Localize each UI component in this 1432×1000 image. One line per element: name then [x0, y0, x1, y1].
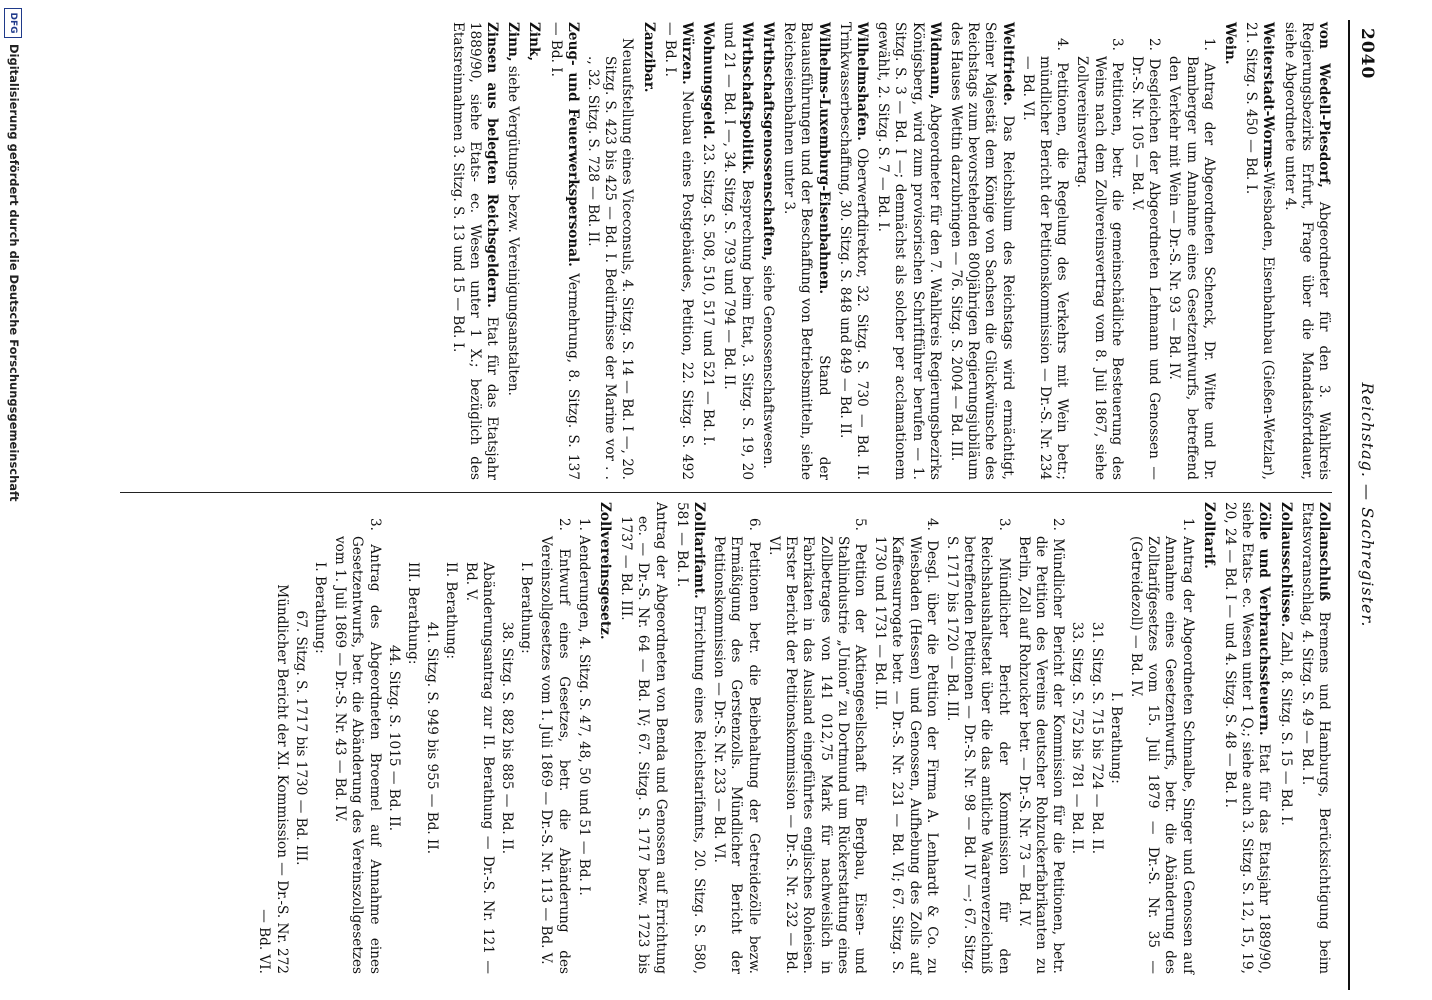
entry-text: 5. Petition der Aktiengesellschaft für Bergbau, Eisen- und Stahlindustrie „Union“ zu Dortmund um Rückerstattung eines Zollbetrages von 141 012,75 Mark für nachweislich in Fabrikaten in das Ausland eingeführtes englisches Roheisen. Erster Bericht der Petitionskommission — Dr.-S. Nr. 232 — Bd. VI.	[765, 518, 868, 974]
index-entry	[461, 502, 495, 974]
entry-text: 33. Sitzg. S. 752 bis 781 — Bd. II.	[1069, 621, 1086, 855]
header-rule	[1348, 20, 1350, 990]
entry-heading: Zollanschluß	[1316, 502, 1332, 602]
index-entry	[1221, 502, 1273, 974]
entry-text: 2. Desgleichen der Abgeordneten Lehmann und Genossen — Dr.-S. Nr. 105 — Bd. V.	[1128, 38, 1163, 480]
index-entry	[311, 502, 328, 974]
entry-heading: Wein.	[1221, 22, 1238, 65]
index-entry	[1298, 502, 1332, 974]
entry-heading: Wilhelms-Luxemburg-Eisenbahnen.	[815, 22, 832, 295]
entry-text: I. Berathung:	[1107, 692, 1124, 784]
dfg-logo-icon: DFG	[4, 8, 22, 38]
entry-text: 67. Sitzg. S. 1717 bis 1730 — Bd. III.	[292, 610, 309, 866]
entry-text: Bremens und Hamburgs, Berücksichtigung beim Etatsvoranschlag, 4. Sitzg. S. 49 — Bd. I.	[1298, 502, 1332, 974]
entry-heading: Wirthschaftspolitik.	[738, 22, 755, 175]
index-entry	[836, 22, 870, 480]
entry-text: Neuaufstellung eines Viceconsuls, 4. Sitzg. S. 14 — Bd. I —, 20. Sitzg. S. 423 bis 425 — Bd. I. Bedürfnisse der Marine vor . . ., 32. Sitzg. S. 728 — Bd. II.	[585, 38, 636, 480]
index-entry	[504, 22, 521, 480]
footer-text: Digitalisierung gefördert durch die Deutsche Forschungsgemeinschaft	[7, 44, 21, 502]
index-entry	[448, 22, 500, 480]
index-entry	[759, 22, 776, 480]
index-entry	[1015, 502, 1067, 974]
entry-text: -Wiesbaden, Eisenbahnbau (Gießen-Wetzlar), 21. Sitzg. S. 450 — Bd. I.	[1243, 22, 1277, 480]
index-entry	[331, 502, 383, 974]
page-header	[1353, 20, 1377, 990]
index-entry	[1280, 22, 1332, 480]
entry-text: 44. Sitzg. S. 1015 — Bd. II.	[385, 644, 402, 832]
index-entry	[255, 502, 289, 974]
index-entry	[423, 502, 440, 974]
index-entry	[617, 502, 669, 974]
entry-heading: Wilhelmshafen.	[853, 22, 870, 141]
entry-text: siehe Vergütungs- bezw. Vereinigungsanstalten.	[505, 61, 522, 396]
entry-heading: Zölle und Verbrauchssteuern.	[1256, 502, 1273, 736]
index-entry	[537, 502, 571, 974]
index-entry	[442, 502, 459, 974]
entry-text: I. Berathung:	[518, 562, 535, 654]
entry-heading: Widmann,	[926, 22, 943, 100]
index-entry	[947, 22, 1016, 480]
index-entry	[517, 502, 534, 974]
entry-text: Neubau eines Postgebäudes, Petition, 22. Sitzg. S. 492 — Bd. I.	[661, 22, 696, 480]
index-entry	[404, 502, 421, 974]
entry-text: 2. Entwurf eines Gesetzes, betr. die Abänderung des Vereinszollgesetzes vom 1. Juli 1869 — Dr.-S. Nr. 113 — Bd. V.	[538, 518, 572, 974]
index-entry	[1221, 22, 1238, 480]
entry-heading: Zanzibar.	[640, 22, 657, 93]
index-entry	[1087, 502, 1104, 974]
entry-text: Etat für das Etatsjahr 1889/90, siehe Etats- ec. Wesen unter 1 X.; bezüglich des Etatsreinnahmen 3. Sitzg. S. 13 und 15 — Bd. I.	[449, 22, 501, 481]
entry-heading: Zink,	[526, 22, 543, 62]
entry-text: 38. Sitzg. S. 882 bis 885 — Bd. II.	[499, 621, 516, 855]
entry-text: 4. Petitionen, die Regelung des Verkehrs mit Wein betr.; mündlicher Bericht der Petitionskommission — Dr.-S. Nr. 234 — Bd. VI.	[1019, 38, 1071, 480]
entry-text: 23. Sitzg. S. 508, 510, 517 und 521 — Bd. I.	[700, 139, 717, 447]
entry-text: 3. Antrag des Abgeordneten Broemel auf Annahme eines Gesetzentwurfs, betr. die Abänderung des Vereinszollgesetzes vom 1. Juli 1869 — Dr.-S. Nr. 43 — Bd. IV.	[332, 518, 383, 974]
index-entry	[498, 502, 515, 974]
index-entry	[871, 502, 940, 974]
entry-heading: Wohnungsgeld.	[700, 22, 717, 140]
entry-text: 2. Mündlicher Bericht der Kommission für die Petitionen, betr. die Petition des Vereins deutscher Rohzuckerfabrikanten zu Berlin, Zoll auf Rohzucker betr. — Dr.-S. Nr. 73 — Bd. IV.	[1015, 518, 1067, 974]
index-entry	[292, 502, 309, 974]
entry-heading: Würzen.	[679, 22, 696, 85]
entry-text: 4. Desgl. über die Petition der Firma A. Lenhardt & Co. zu Wiesbaden (Hessen) und Genossen, Aufhebung des Zolls auf Kaffeesurrogate betr. — Dr.-S. Nr. 231 — Bd. VI; 67. Sitzg. S. 1730 und 1731 — Bd. III.	[872, 518, 940, 974]
column-divider	[120, 492, 1332, 493]
entry-heading: Zeug- und Feuerwerkspersonal.	[564, 22, 581, 267]
index-entry	[1242, 22, 1276, 480]
entry-heading: Weiterstadt-Worms	[1260, 22, 1277, 168]
index-entry	[699, 22, 716, 480]
entry-text: 3. Mündlicher Bericht der Kommission für den Reichshaushaltsetat über die das amtliche Waarenverzeichniß betreffenden Petitionen — Dr.-S. Nr. 98 — Bd. IV —; 67. Sitzg. S. 1717 bis 1720 — Bd. III.	[943, 518, 1012, 974]
index-entry	[575, 502, 592, 974]
page-number: 2040	[1357, 28, 1377, 80]
running-head: Reichstag. — Sachregister.	[1358, 382, 1377, 628]
index-entry	[525, 22, 542, 480]
entry-heading: von Wedell-Piesdorf,	[1316, 22, 1332, 188]
index-entry	[720, 22, 754, 480]
entry-text: 3. Petitionen, betr. die gemeinschädliche Besteuerung des Weins nach dem Zollvereinsvertrag vom 8. Juli 1867, siehe Zollvereinsvertrag.	[1074, 38, 1125, 480]
entry-text: Stand der Bauausführungen und der Beschaffung von Betriebsmitteln, siehe Reichseisenbahnen unter 3.	[781, 22, 832, 480]
index-entry	[874, 22, 943, 480]
entry-text: Zahl, 8. Sitzg. S. 15 — Bd. I.	[1277, 627, 1294, 826]
index-entry	[1068, 502, 1085, 974]
index-entry	[1200, 502, 1217, 974]
entry-heading: Zinn,	[505, 22, 522, 62]
entry-heading: Zolltarif.	[1200, 502, 1217, 569]
entry-text: Errichtung eines Reichstarifamts, 20. Sitzg. S. 580, 581 — Bd. I.	[673, 502, 708, 974]
index-entry	[546, 22, 580, 480]
index-entry	[1128, 22, 1162, 480]
right-column	[253, 502, 1332, 974]
entry-heading: Zollausschlüsse.	[1277, 502, 1294, 628]
index-entry	[661, 22, 695, 480]
index-entry	[584, 22, 636, 480]
entry-text: Abgeordneter für den 3. Wahlkreis Regierungsbezirks Erfurt, Frage über die Mandatsfortdauer, siehe Abgeordnete unter 4.	[1281, 22, 1332, 480]
entry-heading: Zollvereinsgesetz.	[597, 502, 614, 640]
entry-text: 6. Petitionen betr. die Beibehaltung der Getreidezölle bezw. Ermäßigung des Gerstenzolls. Mündlicher Bericht der Petitionskommission — Dr.-S. Nr. 233 — Bd. VI.	[711, 518, 762, 974]
entry-text: 1. Antrag der Abgeordneten Schenck, Dr. Witte und Dr. Bamberger um Annahme eines Gesetzentwurfs, betreffend den Verkehr mit Wein — Dr.-S. Nr. 93 — Bd. IV.	[1166, 38, 1217, 480]
index-entry	[596, 502, 613, 974]
entry-text: 1. Antrag der Abgeordneten Schmalbe, Singer und Genossen auf Annahme eines Gesetzentwurfs, betr. die Abänderung des Zolltarifgesetzes vom 15. Juli 1879 — Dr.-S. Nr. 35 — (Getreidezoll) — Bd. IV.	[1127, 518, 1196, 974]
entry-text: Antrag der Abgeordneten von Benda und Genossen auf Errichtung ec. — Dr.-S. Nr. 64 — Bd. IV; 67. Sitzg. S. 1717 bezw. 1723 bis 1737 — Bd. III.	[618, 502, 669, 974]
index-entry	[1019, 22, 1071, 480]
entry-heading: Weltfriede.	[999, 22, 1016, 106]
index-entry	[780, 22, 832, 480]
index-entry	[1276, 502, 1293, 974]
entry-text: 41. Sitzg. S. 949 bis 955 — Bd. II.	[424, 621, 441, 855]
entry-text: siehe Genossenschaftswesen.	[759, 260, 776, 469]
left-column	[444, 22, 1332, 480]
index-entry	[385, 502, 402, 974]
entry-text: III. Berathung:	[405, 562, 422, 665]
index-entry	[765, 502, 868, 974]
entry-heading: Zolltarifamt.	[691, 502, 708, 599]
entry-heading: Zinsen aus belegten Reichsgeldern.	[484, 22, 501, 308]
entry-text: 31. Sitzg. S. 715 bis 724 — Bd. II.	[1088, 621, 1105, 855]
index-entry	[1107, 502, 1124, 974]
entry-text: Etat für das Etatsjahr 1889/90, siehe Etats- ec. Wesen unter 1 Q.; siehe auch 3. Sitzg. S. 12, 15, 19, 20, 24 — Bd. I — und 4. Sitzg. S. 48 — Bd. I.	[1221, 502, 1273, 974]
entry-text: I. Berathung:	[312, 562, 329, 654]
entry-text: Abänderungsantrag zur II. Berathung — Dr.-S. Nr. 121 — Bd. V.	[462, 562, 496, 974]
entry-text: Mündlicher Bericht der XI. Kommission — Dr.-S. Nr. 272 — Bd. VI.	[256, 584, 290, 974]
entry-text: Vermehrung, 8. Sitzg. S. 137 — Bd. I.	[547, 22, 581, 480]
entry-text: II. Berathung:	[443, 562, 460, 660]
entry-text: Besprechung beim Etat, 3. Sitzg. S. 19, 20 und 21 — Bd. I —, 34. Sitzg. S. 793 und 794 — Bd. II.	[721, 22, 755, 480]
entry-text: Das Reichsblum des Reichstags wird ermächtigt, Seiner Majestät dem Könige von Sachsen die Glückwünsche des Reichstags zum bevorstehenden 800jährigen Regierungsjubiläum des Hauses Wettin darzubringen — 76. Sitzg. S. 2004 — Bd. III.	[947, 22, 1016, 480]
index-entry	[673, 502, 707, 974]
index-entry	[710, 502, 762, 974]
index-entry	[1127, 502, 1196, 974]
index-entry	[639, 22, 656, 480]
index-entry	[1165, 22, 1217, 480]
index-entry	[1073, 22, 1125, 480]
index-entry	[943, 502, 1012, 974]
entry-text: 1. Aenderungen, 4. Sitzg. S. 47, 48, 50 und 51 — Bd. I.	[575, 518, 592, 896]
entry-heading: Wirthschaftsgenossenschaften,	[759, 22, 776, 261]
digitization-footer	[2, 0, 24, 1000]
entry-text: Oberwerftdirektor, 32. Sitzg. S. 730 — Bd. II. Trinkwasserbeschaffung, 30. Sitzg. S. 848 und 849 — Bd. II.	[836, 22, 870, 480]
entry-text: Abgeordneter für den 7. Wahlkreis Regierungsbezirks Königsberg, wird zum provisorischen Schriftführer berufen — 1. Sitzg. S. 3 — Bd. I —; demnächst als solcher per acclamationem gewählt, 2. Sitzg. S. 7 — Bd. I.	[875, 22, 943, 480]
